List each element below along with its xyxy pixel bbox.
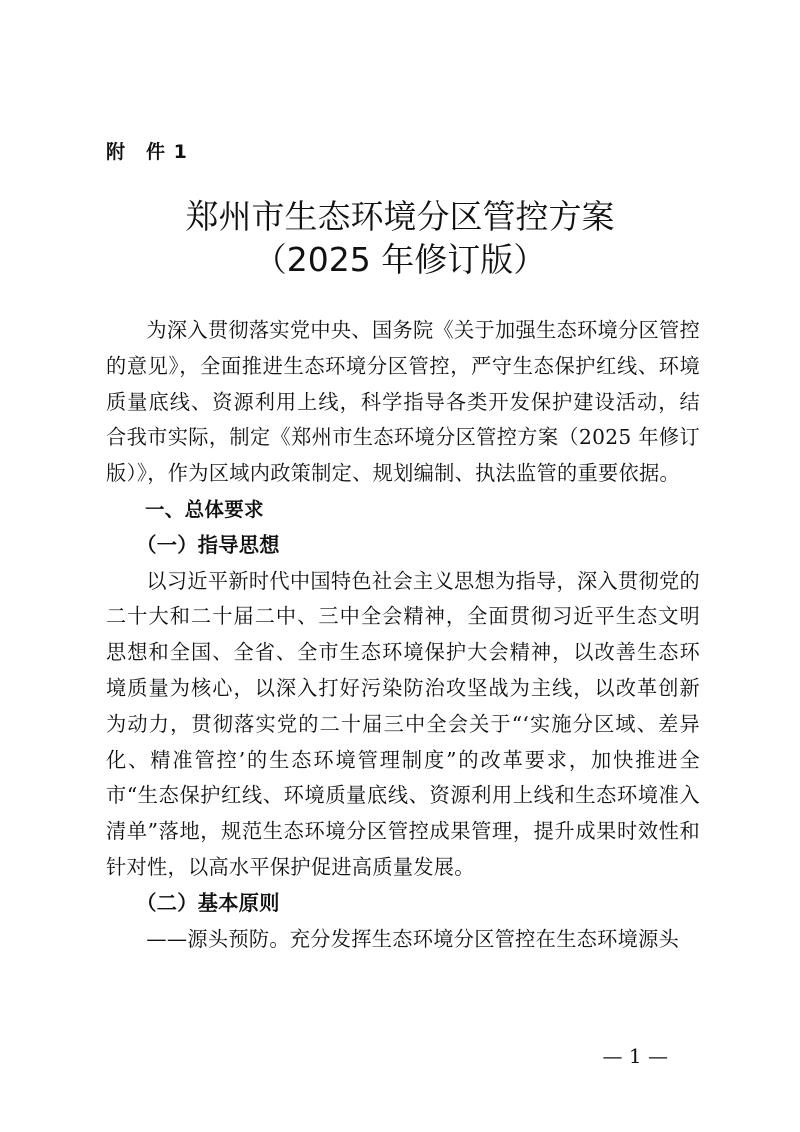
- intro-paragraph: 为深入贯彻落实党中央、国务院《关于加强生态环境分区管控的意见》，全面推进生态环境分区管控，严守生态保护红线、环境质量底线、资源利用上线，科学指导各类开发保护建设活动，结合我市实际，制定《郑州市生态环境分区管控方案（2025 年修订版）》，作为区域内政策制定、规划编制、执法监管的重要依据。: [106, 318, 700, 486]
- document-subtitle: （2025 年修订版）: [253, 240, 547, 279]
- document-title: 郑州市生态环境分区管控方案: [185, 197, 615, 236]
- basic-principles-paragraph: ——源头预防。充分发挥生态环境分区管控在生态环境源头: [146, 926, 680, 951]
- subsection-heading-guiding-ideology: （一）指导思想: [136, 532, 280, 557]
- section-heading-overall-requirements: 一、总体要求: [145, 497, 264, 521]
- attachment-label: 附 件 1: [106, 141, 188, 163]
- page-number: — 1 —: [602, 1044, 668, 1068]
- document-body: [106, 313, 700, 957]
- guiding-ideology-paragraph: 以习近平新时代中国特色社会主义思想为指导，深入贯彻党的二十大和二十届二中、三中全会精神，全面贯彻习近平生态文明思想和全国、全省、全市生态环境保护大会精神，以改善生态环境质量为核心，以深入打好污染防治攻坚战为主线，以改革创新为动力，贯彻落实党的二十届三中全会关于“‘实施分区域、差异化、精准管控’的生态环境管理制度”的改革要求，加快推进全市“生态保护红线、环境质量底线、资源利用上线和生态环境准入清单”落地，规范生态环境分区管控成果管理，提升成果时效性和针对性，以高水平保护促进高质量发展。: [106, 568, 700, 879]
- subsection-heading-basic-principles: （二）基本原则: [136, 890, 280, 915]
